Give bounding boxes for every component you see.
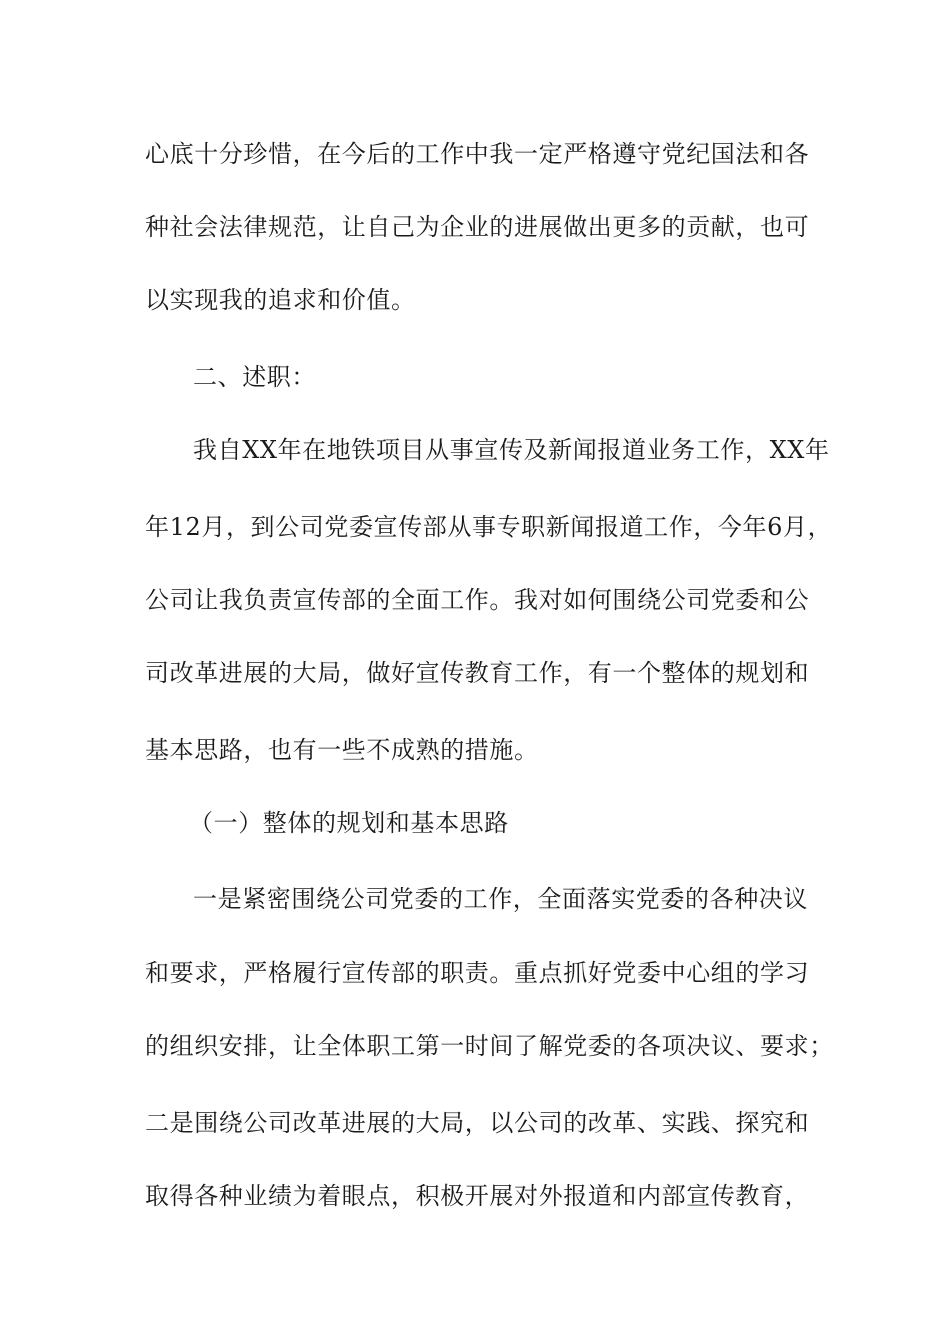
body-text-line: 一是紧密围绕公司党委的工作，全面落实党委的各种决议 — [193, 885, 808, 913]
body-text-line: 基本思路，也有一些不成熟的措施。 — [145, 736, 539, 764]
section-heading: 二、述职： — [193, 363, 316, 391]
body-text-line: 公司让我负责宣传部的全面工作。我对如何围绕公司党委和公 — [145, 586, 810, 614]
body-text-line: 的组织安排，让全体职工第一时间了解党委的各项决议、要求； — [145, 1032, 834, 1060]
body-text-line: 我自XX年在地铁项目从事宣传及新闻报道业务工作，XX年 — [193, 436, 830, 464]
body-text-line: 和要求，严格履行宣传部的职责。重点抓好党委中心组的学习 — [145, 959, 810, 987]
body-text-line: 司改革进展的大局，做好宣传教育工作，有一个整体的规划和 — [145, 659, 810, 687]
body-text-line: 种社会法律规范，让自己为企业的进展做出更多的贡献，也可 — [145, 213, 810, 241]
body-text-line: 以实现我的追求和价值。 — [145, 286, 416, 314]
body-text-line: 二是围绕公司改革进展的大局，以公司的改革、实践、探究和 — [145, 1109, 810, 1137]
body-text-line: 取得各种业绩为着眼点，积极开展对外报道和内部宣传教育， — [145, 1182, 810, 1210]
subsection-heading: （一）整体的规划和基本思路 — [189, 809, 509, 837]
body-text-line: 心底十分珍惜，在今后的工作中我一定严格遵守党纪国法和各 — [145, 140, 810, 168]
body-text-line: 年12月，到公司党委宣传部从事专职新闻报道工作，今年6月， — [145, 513, 833, 541]
